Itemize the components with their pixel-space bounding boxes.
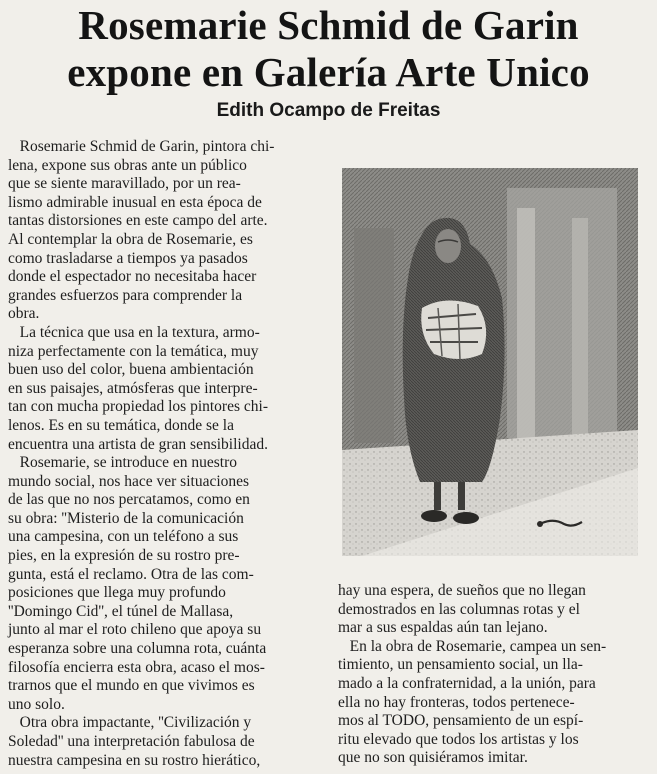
left-column-line: como trasladarse a tiempos ya pasados [8,249,248,267]
right-column-line: mos al TODO, pensamiento de un espí- [338,712,584,730]
left-column-line: La técnica que usa en la textura, armo- [8,323,260,341]
right-column-line: hay una espera, de sueños que no llegan [338,582,586,599]
headline-line-1: Rosemarie Schmid de Garin [78,2,579,48]
right-column-line: que no son quisiéramos imitar. [338,749,528,767]
article-left-column [8,138,330,770]
left-column-line: gunta, está el reclamo. Otra de las com- [8,565,254,583]
left-column-line: lenos. Es en su temática, donde se la [8,416,234,434]
painting-photo [342,168,638,556]
left-column-line: nuestra campesina en su rostro hierático, [8,751,261,769]
left-column-line: uno solo. [8,695,65,713]
article-headline [0,2,657,96]
left-column-line: una campesina, con un teléfono a sus [8,528,239,546]
left-column-line: Rosemarie Schmid de Garin, pintora chi- [8,138,275,155]
painting-image [342,168,638,556]
left-column-line: su obra: ''Misterio de la comunicación [8,509,244,527]
left-column-line: Otra obra impactante, ''Civilización y [8,714,252,732]
article-right-column [338,582,650,768]
left-column-line: Soledad'' una interpretación fabulosa de [8,733,255,750]
left-column-line: mundo social, nos hace ver situaciones [8,472,250,490]
left-column-line: pies, en la expresión de su rostro pre- [8,547,240,565]
painting-column [517,208,535,438]
left-column-line: en sus paisajes, atmósferas que interpre- [8,379,258,397]
left-column-line: posiciones que llega muy profundo [8,584,226,602]
right-column-line: En la obra de Rosemarie, campea un sen- [338,637,607,655]
painting-figure-feet [421,510,447,522]
left-column-line: donde el espectador no necesitaba hacer [8,268,257,286]
left-column-line: de las que no nos percatamos, como en [8,491,250,509]
left-column-line: buen uso del color, buena ambientación [8,361,254,379]
right-column-line: mar a sus espaldas aún tan lejano. [338,619,548,637]
headline-line-2: expone en Galería Arte Unico [67,49,590,95]
left-column-line: encuentra una artista de gran sensibilidad. [8,435,268,453]
left-column-line: trarnos que el mundo en que vivimos es [8,677,255,695]
left-column-line: junto al mar el roto chileno que apoya su [8,621,262,639]
left-column-line: lismo admirable inusual en esta época de [8,193,262,211]
left-column-line: lena, expone sus obras ante un público [8,156,247,174]
right-column-line: ella no hay fronteras, todos pertenece- [338,693,575,711]
left-column-line: grandes esfuerzos para comprender la [8,286,243,304]
right-column-line: timiento, un pensamiento social, un lla- [338,656,583,674]
author-byline: Edith Ocampo de Freitas [216,100,441,121]
left-column-line: Rosemarie, se introduce en nuestro [8,454,237,472]
right-column-line: ritu elevado que todos los artistas y los [338,730,579,748]
painting-figure-face [435,229,461,263]
right-column-line: demostrados en las columnas rotas y el [338,600,580,618]
left-column-line: que se siente maravillado, por un rea- [8,175,241,193]
left-column-line: obra. [8,305,40,323]
left-column-line: tan con mucha propiedad los pintores chi- [8,398,268,416]
left-column-line: Al contemplar la obra de Rosemarie, es [8,230,253,248]
left-column-line: niza perfectamente con la temática, muy [8,342,259,360]
left-column-line: ''Domingo Cid'', el túnel de Mallasa, [8,602,234,620]
right-column-line: mado a la confraternidad, a la unión, para [338,674,596,692]
left-column-line: tantas distorsiones en este campo del arte. [8,212,268,230]
left-column-line: filosofía encierra esta obra, acaso el mos- [8,658,265,676]
left-column-line: esperanza sobre una columna rota, cuánta [8,640,267,658]
